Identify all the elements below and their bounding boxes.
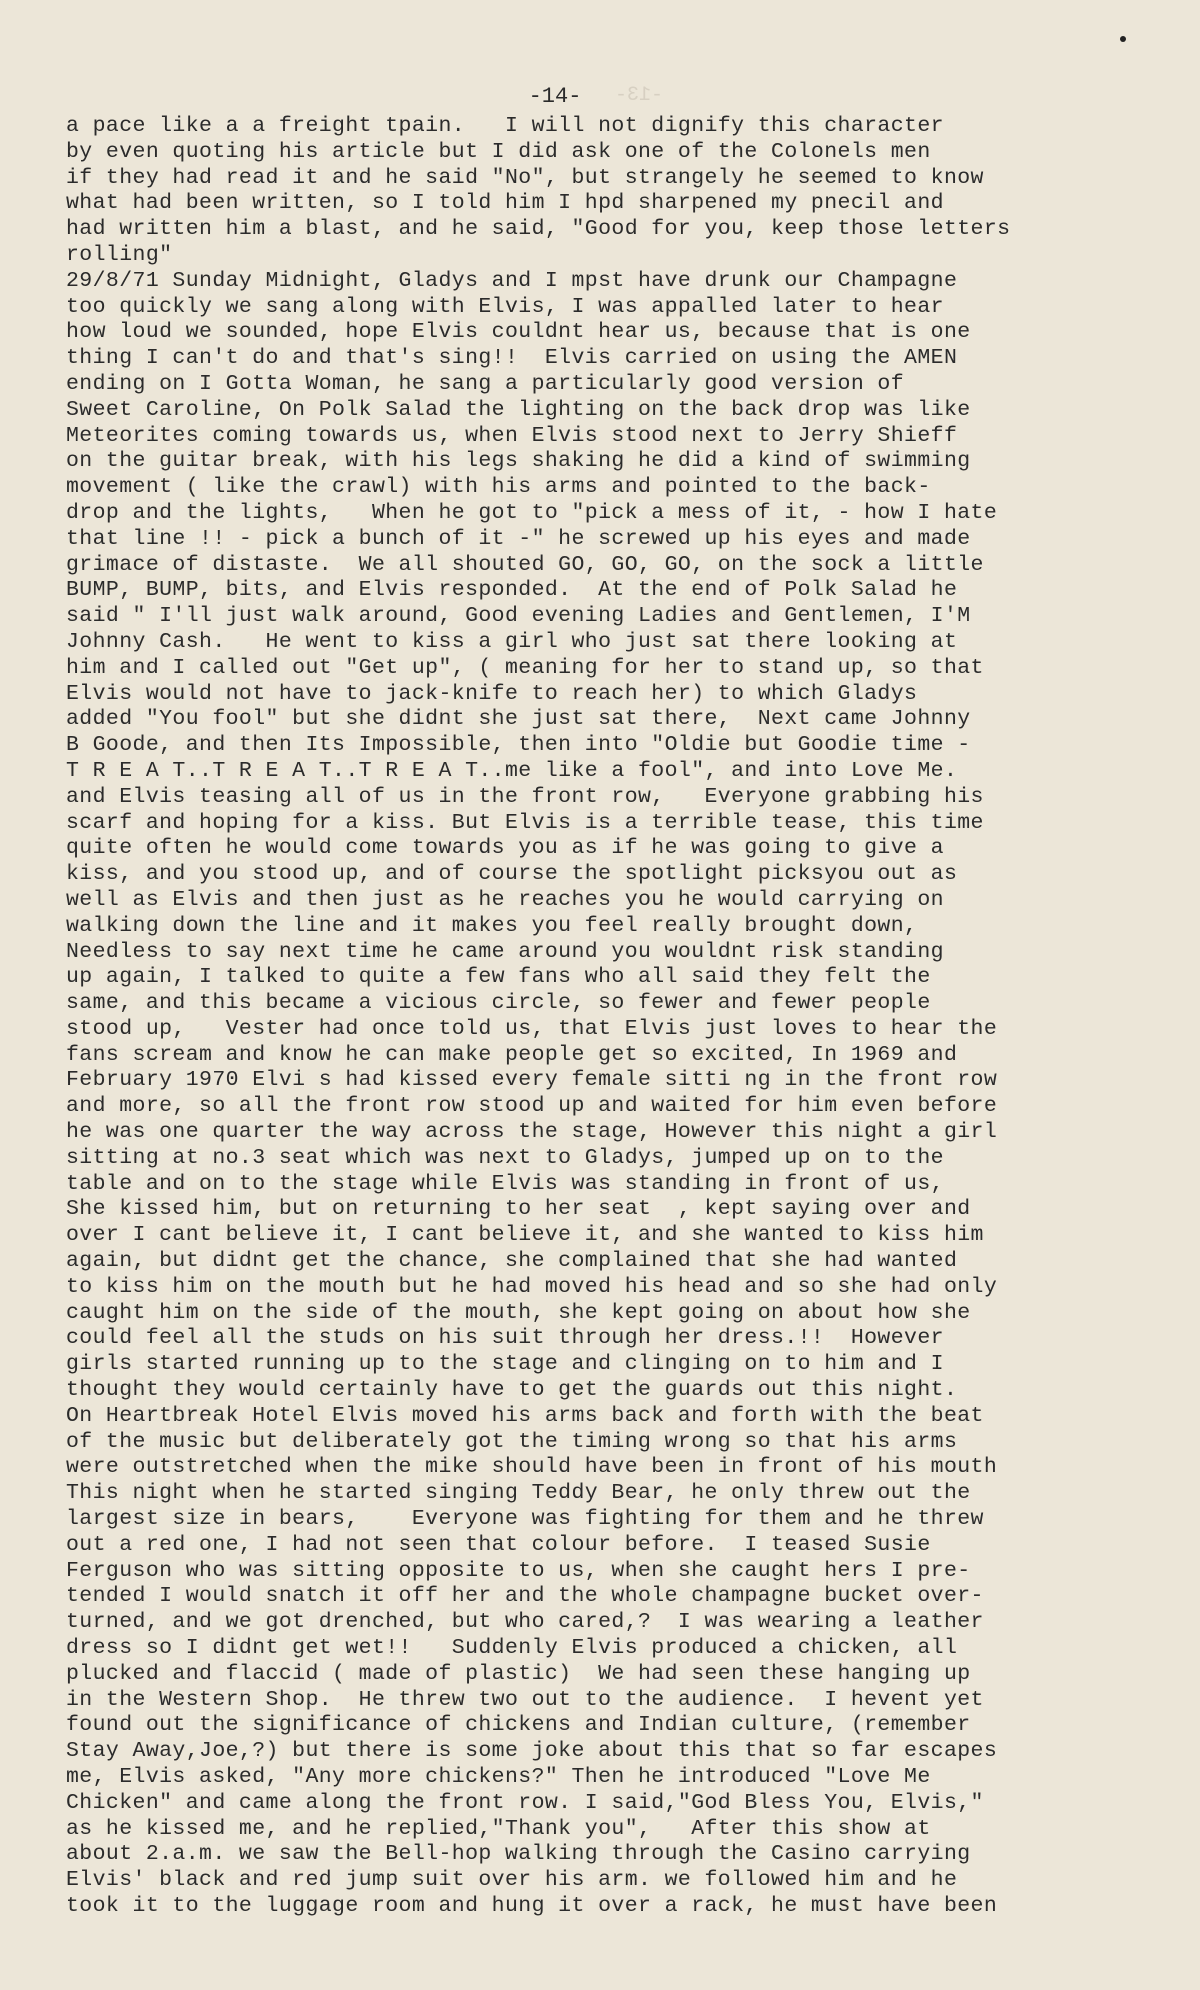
text-line: caught him on the side of the mouth, she kept going on about how she [66, 1300, 971, 1325]
page-number-text: -14- [528, 84, 582, 109]
text-line: This night when he started singing Teddy Bear, he only threw out the [66, 1481, 971, 1506]
text-line: Elvis' black and red jump suit over his arm. we followed him and he [66, 1868, 958, 1893]
text-line: took it to the luggage room and hung it over a rack, he must have been [66, 1893, 998, 1918]
text-line: T R E A T..T R E A T..T R E A T..me like a fool", and into Love Me. [66, 758, 958, 783]
text-line: and Elvis teasing all of us in the front row, Everyone grabbing his [66, 784, 984, 809]
text-line: Chicken" and came along the front row. I said,"God Bless You, Elvis," [66, 1790, 984, 1815]
text-line: stood up, Vester had once told us, that Elvis just loves to hear the [66, 1016, 998, 1041]
text-line: had written him a blast, and he said, "Good for you, keep those letters [66, 217, 1011, 242]
text-line: as he kissed me, and he replied,"Thank you", After this show at [66, 1816, 931, 1841]
text-line: of the music but deliberately got the timing wrong so that his arms [66, 1429, 958, 1454]
text-line: scarf and hoping for a kiss. But Elvis is a terrible tease, this time [66, 810, 984, 835]
text-line: Needless to say next time he came around you wouldnt risk standing [66, 939, 944, 964]
text-line: quite often he would come towards you as if he was going to give a [66, 836, 944, 861]
text-line: were outstretched when the mike should have been in front of his mouth [66, 1455, 998, 1480]
text-line: dress so I didnt get wet!! Suddenly Elvis produced a chicken, all [66, 1636, 958, 1661]
ink-speck [1120, 36, 1126, 42]
text-line: thought they would certainly have to get the guards out this night. [66, 1378, 958, 1403]
text-line: Stay Away,Joe,?) but there is some joke about this that so far escapes [66, 1739, 998, 1764]
text-line: if they had read it and he said "No", but strangely he seemed to know [66, 165, 984, 190]
text-line: over I cant believe it, I cant believe it, and she wanted to kiss him [66, 1223, 984, 1248]
text-line: tended I would snatch it off her and the whole champagne bucket over- [66, 1584, 984, 1609]
text-line: girls started running up to the stage and clinging on to him and I [66, 1352, 944, 1377]
text-line: table and on to the stage while Elvis was standing in front of us, [66, 1171, 944, 1196]
text-line: ending on I Gotta Woman, he sang a particularly good version of [66, 371, 905, 396]
text-line: B Goode, and then Its Impossible, then into "Oldie but Goodie time - [66, 733, 971, 758]
text-line: and more, so all the front row stood up and waited for him even before [66, 1094, 998, 1119]
text-line: turned, and we got drenched, but who cared,? I was wearing a leather [66, 1610, 984, 1635]
text-line: kiss, and you stood up, and of course the spotlight picksyou out as [66, 862, 958, 887]
text-line: Elvis would not have to jack-knife to reach her) to which Gladys [66, 681, 918, 706]
text-line: on the guitar break, with his legs shaking he did a kind of swimming [66, 449, 971, 474]
text-line: could feel all the studs on his suit through her dress.!! However [66, 1326, 944, 1351]
text-line: sitting at no.3 seat which was next to Gladys, jumped up on to the [66, 1145, 944, 1170]
typewritten-body [66, 114, 1176, 1920]
text-line: On Heartbreak Hotel Elvis moved his arms back and forth with the beat [66, 1403, 984, 1428]
text-line: he was one quarter the way across the stage, However this night a girl [66, 1120, 998, 1145]
text-line: BUMP, BUMP, bits, and Elvis responded. At the end of Polk Salad he [66, 578, 958, 603]
text-line: walking down the line and it makes you feel really brought down, [66, 913, 918, 938]
text-line: Ferguson who was sitting opposite to us, when she caught hers I pre- [66, 1558, 971, 1583]
text-line: rolling" [66, 242, 173, 267]
text-line: said " I'll just walk around, Good evening Ladies and Gentlemen, I'M [66, 604, 971, 629]
text-line: fans scream and know he can make people get so excited, In 1969 and [66, 1042, 958, 1067]
show-through-page-number: -13- [615, 84, 664, 107]
text-line: Meteorites coming towards us, when Elvis stood next to Jerry Shieff [66, 423, 958, 448]
text-line: that line !! - pick a bunch of it -" he screwed up his eyes and made [66, 526, 971, 551]
text-line: plucked and flaccid ( made of plastic) We had seen these hanging up [66, 1661, 971, 1686]
text-line: up again, I talked to quite a few fans who all said they felt the [66, 965, 931, 990]
text-line: same, and this became a vicious circle, so fewer and fewer people [66, 991, 931, 1016]
text-line: me, Elvis asked, "Any more chickens?" Then he introduced "Love Me [66, 1765, 931, 1789]
text-line: movement ( like the crawl) with his arms and pointed to the back- [66, 475, 931, 500]
page-number [0, 84, 1200, 109]
text-line: thing I can't do and that's sing!! Elvis carried on using the AMEN [66, 346, 958, 371]
text-line: 29/8/71 Sunday Midnight, Gladys and I mpst have drunk our Champagne [66, 268, 958, 293]
text-line: out a red one, I had not seen that colour before. I teased Susie [66, 1532, 931, 1557]
text-line: grimace of distaste. We all shouted GO, GO, GO, on the sock a little [66, 552, 984, 577]
text-line: about 2.a.m. we saw the Bell-hop walking through the Casino carrying [66, 1842, 971, 1867]
text-line: to kiss him on the mouth but he had moved his head and so she had only [66, 1274, 998, 1299]
text-line: drop and the lights, When he got to "pick a mess of it, - how I hate [66, 500, 998, 525]
text-line: too quickly we sang along with Elvis, I was appalled later to hear [66, 294, 944, 319]
text-line: how loud we sounded, hope Elvis couldnt hear us, because that is one [66, 320, 971, 345]
text-line: again, but didnt get the chance, she complained that she had wanted [66, 1249, 958, 1274]
text-line: Johnny Cash. He went to kiss a girl who just sat there looking at [66, 629, 958, 654]
text-line: him and I called out "Get up", ( meaning for her to stand up, so that [66, 655, 984, 680]
text-line: added "You fool" but she didnt she just sat there, Next came Johnny [66, 707, 971, 732]
text-line: She kissed him, but on returning to her seat , kept saying over and [66, 1197, 971, 1222]
text-line: Sweet Caroline, On Polk Salad the lighting on the back drop was like [66, 397, 971, 422]
text-line: what had been written, so I told him I hpd sharpened my pnecil and [66, 191, 944, 216]
text-line: found out the significance of chickens and Indian culture, (remember [66, 1713, 971, 1738]
text-line: a pace like a a freight tpain. I will not dignify this character [66, 114, 944, 138]
text-line: February 1970 Elvi s had kissed every female sitti ng in the front row [66, 1068, 998, 1093]
text-line: largest size in bears, Everyone was fighting for them and he threw [66, 1507, 984, 1532]
text-line: by even quoting his article but I did ask one of the Colonels men [66, 139, 931, 164]
text-line: in the Western Shop. He threw two out to the audience. I hevent yet [66, 1687, 984, 1712]
text-line: well as Elvis and then just as he reaches you he would carrying on [66, 887, 944, 912]
